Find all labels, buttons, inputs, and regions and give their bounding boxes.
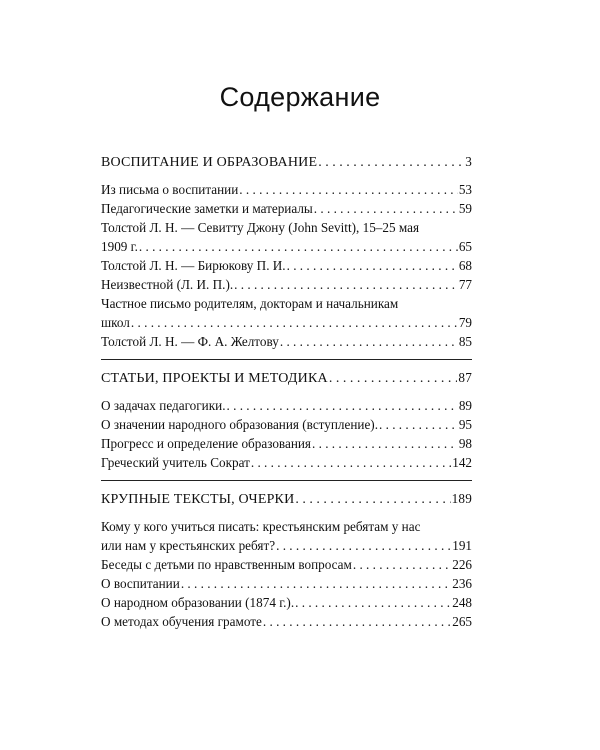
toc-entry[interactable] <box>101 294 472 332</box>
toc-entry[interactable] <box>101 612 472 631</box>
page-number: 98 <box>458 436 472 451</box>
toc-entry[interactable] <box>101 574 472 593</box>
leader-dots <box>280 332 458 351</box>
page-number: 79 <box>458 315 472 330</box>
page-number: 191 <box>452 538 472 553</box>
entry-title: О задачах педагогики. <box>101 398 226 413</box>
page-number: 189 <box>451 491 472 506</box>
page-number: 265 <box>452 614 472 629</box>
toc-entry[interactable] <box>101 180 472 199</box>
page-number: 226 <box>452 557 472 572</box>
leader-dots <box>131 313 458 332</box>
page-number: 68 <box>458 258 472 273</box>
toc-entry[interactable] <box>101 332 472 351</box>
toc-entry[interactable] <box>101 415 472 434</box>
toc-entry[interactable] <box>101 434 472 453</box>
entry-title: О народном образовании (1874 г.). <box>101 595 295 610</box>
leader-dots <box>379 415 458 434</box>
entry-title: Из письма о воспитании <box>101 182 239 197</box>
section-title: ВОСПИТАНИЕ И ОБРАЗОВАНИЕ <box>101 155 318 170</box>
page-number: 3 <box>465 154 472 169</box>
entry-title: О значении народного образования (вступление). <box>101 417 379 432</box>
leader-dots <box>314 199 458 218</box>
leader-dots <box>139 237 458 256</box>
section-heading[interactable] <box>101 489 472 509</box>
page-number: 59 <box>458 201 472 216</box>
entry-title: Толстой Л. Н. — Бирюкову П. И. <box>101 258 286 273</box>
section-title: КРУПНЫЕ ТЕКСТЫ, ОЧЕРКИ <box>101 492 295 507</box>
section-title: СТАТЬИ, ПРОЕКТЫ И МЕТОДИКА <box>101 371 328 386</box>
page-number: 89 <box>458 398 472 413</box>
leader-dots <box>329 369 458 388</box>
entry-title: 1909 г. <box>101 239 138 254</box>
toc-entry[interactable] <box>101 555 472 574</box>
leader-dots <box>276 536 451 555</box>
section-heading[interactable] <box>101 152 472 172</box>
entry-title: Греческий учитель Сократ <box>101 455 250 470</box>
page-number: 87 <box>458 370 472 385</box>
page-number: 77 <box>458 277 472 292</box>
toc-entry[interactable] <box>101 453 472 472</box>
entry-title: Педагогические заметки и материалы <box>101 201 313 216</box>
page-number: 65 <box>458 239 472 254</box>
toc-entry[interactable] <box>101 275 472 294</box>
leader-dots <box>227 396 458 415</box>
entry-title: Толстой Л. Н. — Ф. А. Желтову <box>101 334 279 349</box>
table-of-contents <box>101 152 472 631</box>
toc-entry[interactable] <box>101 517 472 555</box>
leader-dots <box>239 180 458 199</box>
toc-entry[interactable] <box>101 199 472 218</box>
leader-dots <box>318 153 464 172</box>
page-number: 236 <box>452 576 472 591</box>
entry-title: О воспитании <box>101 576 180 591</box>
page-number: 85 <box>458 334 472 349</box>
entry-title-line: Кому у кого учиться писать: крестьянским ребятам у нас <box>101 519 421 534</box>
entry-title: Беседы с детьми по нравственным вопросам <box>101 557 352 572</box>
leader-dots <box>295 593 451 612</box>
toc-entry[interactable] <box>101 218 472 256</box>
page-title: Содержание <box>219 82 381 112</box>
entry-title-line: Частное письмо родителям, докторам и начальникам <box>101 296 399 311</box>
entry-title: Прогресс и определение образования <box>101 436 312 451</box>
entry-title: школ <box>101 315 130 330</box>
leader-dots <box>263 612 451 631</box>
leader-dots <box>295 490 450 509</box>
section-heading[interactable] <box>101 368 472 388</box>
page-number: 95 <box>458 417 472 432</box>
entry-title: или нам у крестьянских ребят? <box>101 538 276 553</box>
leader-dots <box>251 453 451 472</box>
toc-entry[interactable] <box>101 593 472 612</box>
leader-dots <box>287 256 458 275</box>
entry-title: Неизвестной (Л. И. П.). <box>101 277 234 292</box>
entry-title-line: Толстой Л. Н. — Севитту Джону (John Sevitt), 15–25 мая <box>101 220 420 235</box>
leader-dots <box>234 275 458 294</box>
page-number: 248 <box>452 595 472 610</box>
toc-entry[interactable] <box>101 256 472 275</box>
page-number: 142 <box>452 455 472 470</box>
leader-dots <box>312 434 458 453</box>
toc-entry[interactable] <box>101 396 472 415</box>
page-number: 53 <box>458 182 472 197</box>
leader-dots <box>181 574 451 593</box>
leader-dots <box>353 555 451 574</box>
entry-title: О методах обучения грамоте <box>101 614 262 629</box>
